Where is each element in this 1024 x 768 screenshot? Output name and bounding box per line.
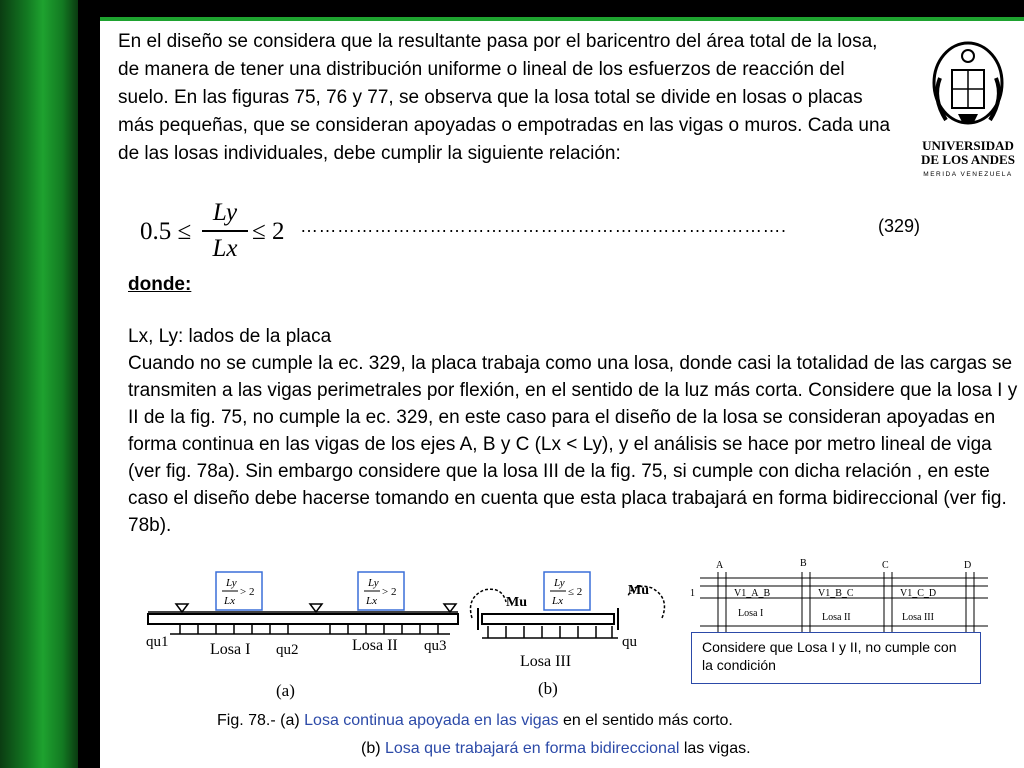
fig-a-cond-num: Ly [226,577,237,589]
fig-a-qu1: qu1 [146,634,169,650]
logo-line3: MERIDA VENEZUELA [923,171,1013,178]
logo-line1: UNIVERSIDAD [922,138,1014,153]
plan-beam-ab: V1_A_B [734,588,771,599]
svg-text:Ly: Ly [368,577,379,589]
fig-b-load-arrows [488,626,612,638]
main-paragraph: Cuando no se cumple la ec. 329, la placa trabaja como una losa, donde casi la totalidad de las cargas se transmiten a las vigas perimetrales por flexión, en el sentido de la luz más corta. Considere que la losa I y II de la fig. 75, no cumple la ec. 329, en este caso para el diseño de la losa se consideran apoyadas en forma continua en las vigas de los ejes A, B y C (Lx < Ly), y el análisis se hace por metro lineal de viga (ver fig. 78a). Sin embargo considere que la losa III de la fig. 75, si cumple con dicha relación , en este caso el diseño debe hacerse tomando en cuenta que esta placa trabajará en forma bidireccional (ver fig. 78b). [128,353,1018,536]
fig-b-condition-box [544,572,590,610]
university-seal-icon [934,43,1002,123]
equation-denominator: Lx [212,234,238,262]
fig-a-support-2 [310,604,322,612]
note-box: Considere que Losa I y II, no cumple con la condición [691,632,981,684]
fig-b-beam [482,614,614,624]
caption-b-pre: (b) [361,740,385,757]
plan-beam-bc: V1_B_C [818,588,854,599]
svg-text:Lx: Lx [366,595,377,607]
fig-a-support-1 [176,604,188,612]
fig-a-condition-box-2 [358,572,404,610]
equation-rhs: ≤ 2 [252,218,285,245]
caption-b-highlight: Losa que trabajará en forma bidireccional [385,740,680,757]
logo-line2: DE LOS ANDES [921,152,1015,167]
fig-b-label: (b) [538,679,558,698]
top-strip [100,0,1024,21]
fig-a-condition-box [216,572,262,610]
svg-text:≤ 2: ≤ 2 [568,586,583,598]
equation-329 [140,198,320,270]
fig-a-load-arrows [180,625,438,634]
plan-axis-d: D [964,560,972,571]
fig-a-losa1: Losa I [210,641,251,658]
plan-row-1: 1 [690,588,695,599]
svg-text:Lx: Lx [552,595,563,607]
fig-a-beam [148,614,458,624]
left-black-bar [78,0,100,768]
lados-definition: Lx, Ly: lados de la placa [128,326,332,347]
fig-b-losa: Losa III [520,653,572,670]
fig-a-cond-den: Lx [224,595,235,607]
plan-slab-3: Losa III [902,612,934,623]
fig-a-qu2: qu2 [276,642,299,658]
caption-b-post: las vigas. [679,740,751,757]
svg-text:> 2: > 2 [382,586,397,598]
fig-a-cond-rhs: > 2 [240,586,255,598]
plan-slab-1: Losa I [738,608,764,619]
fig-a-losa2: Losa II [352,637,398,654]
equation-numerator: Ly [212,199,238,226]
caption-a [217,712,733,730]
plan-axis-c: C [882,560,889,571]
fig-a-qu3: qu3 [424,638,447,654]
figure-a [140,568,460,703]
caption-a-highlight: Losa continua apoyada en las vigas [304,712,559,729]
plan-beam-cd: V1_C_D [900,588,937,599]
fig-b-qu: qu [622,634,637,650]
svg-text:Ly: Ly [554,577,565,589]
intro-paragraph: En el diseño se considera que la resultante pasa por el baricentro del área total de la losa, de manera de tener una distribución uniforme o lineal de los esfuerzos de reacción del suelo. En las figuras 75, 76 y 77, se observa que la losa total se divide en losas o placas más pequeñas, que se consideran apoyadas o empotradas en las vigas o muros. Cada una de las losas individuales, debe cumplir la siguiente relación: [118,31,891,164]
figure-b [462,568,672,703]
plan-axis-a: A [716,560,724,571]
caption-a-post: en el sentido más corto. [558,712,733,729]
plan-slab-2: Losa II [822,612,851,623]
caption-b [361,740,751,758]
left-green-bar [0,0,78,768]
donde-heading: donde: [128,274,192,295]
plan-view [686,556,992,632]
caption-a-pre: Fig. 78.- (a) [217,712,305,729]
equation-number: (329) [878,216,921,236]
fig-b-mu-right: Mu [628,583,649,598]
university-logo [918,38,1018,188]
equation-lhs: 0.5 ≤ [140,218,192,245]
equation-dots: ……………………………………………………………………. [300,216,787,236]
fig-a-label: (a) [276,681,295,700]
fig-a-support-3 [444,604,456,612]
fig-b-mu-left: Mu [506,595,527,610]
plan-axis-b: B [800,558,807,569]
equation-fraction [202,198,248,264]
